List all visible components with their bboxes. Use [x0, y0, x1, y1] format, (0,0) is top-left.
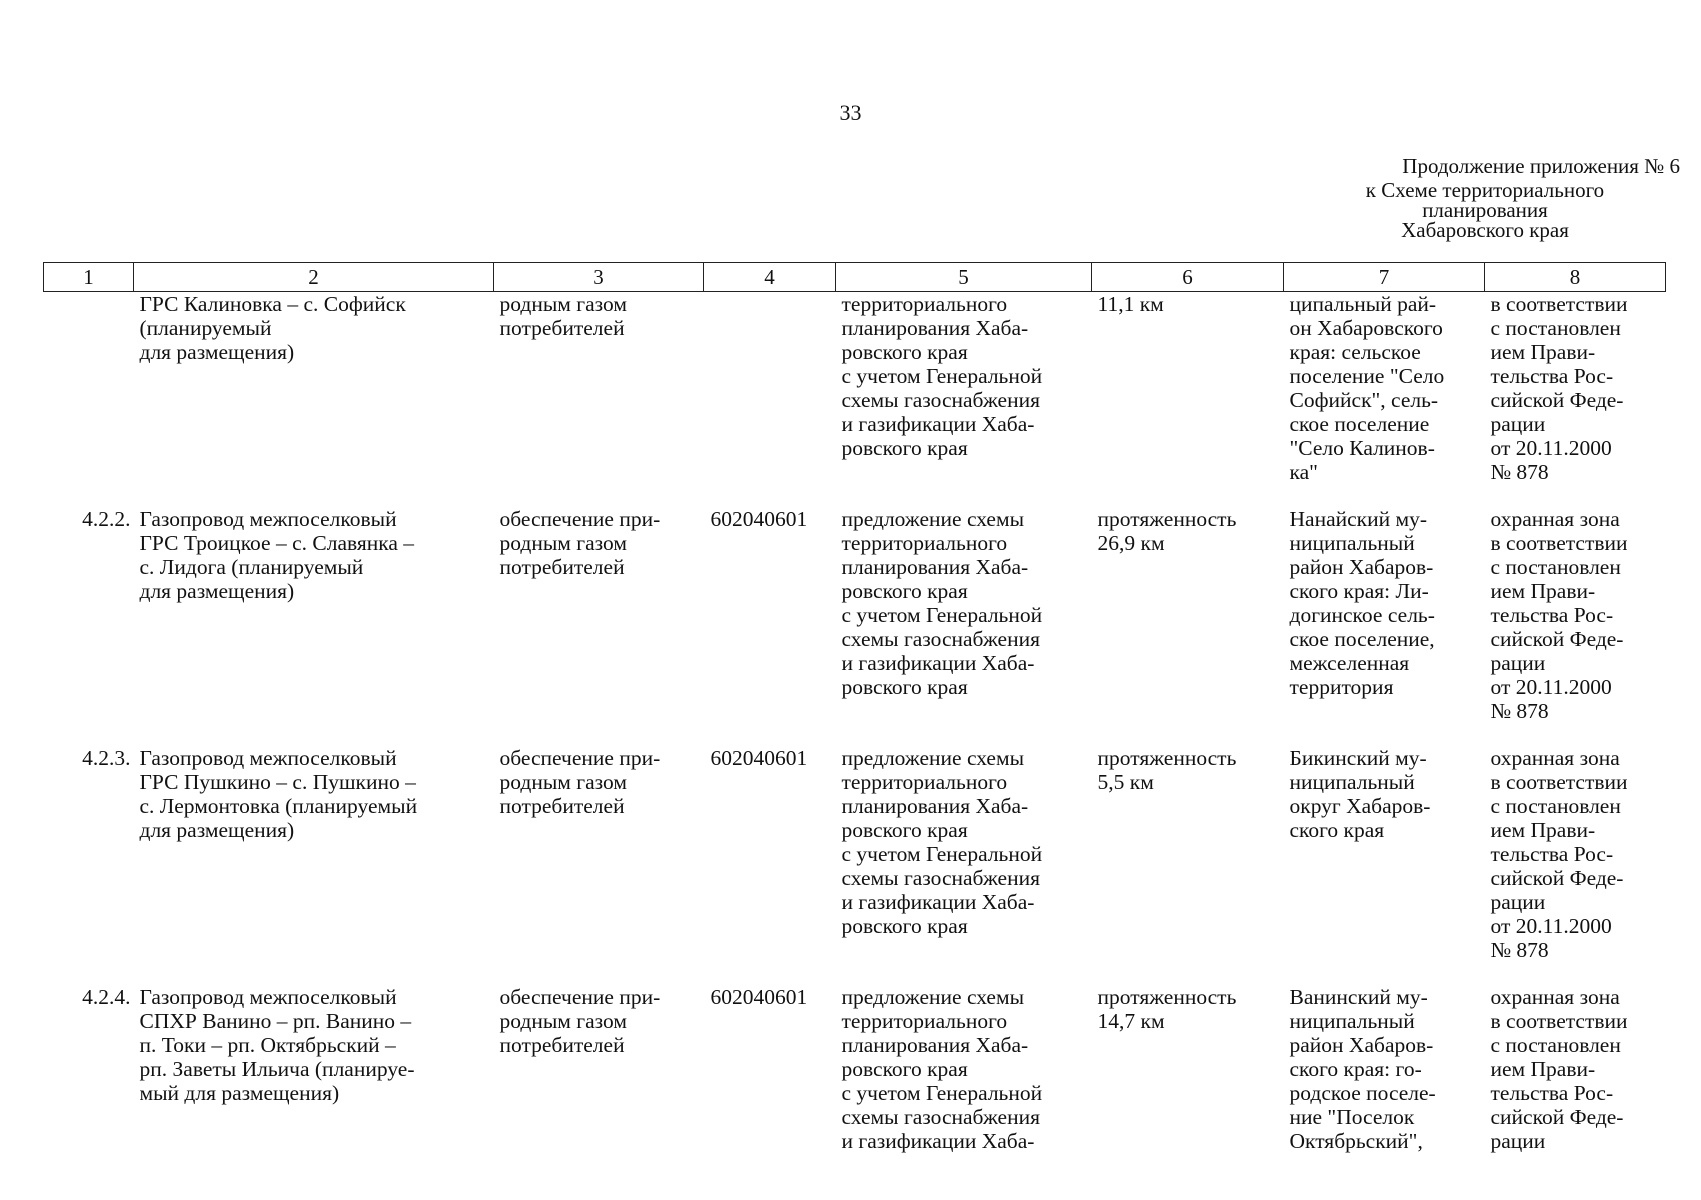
appendix-line-3: планирования	[1422, 198, 1548, 222]
header-col-1: 1	[44, 263, 134, 292]
protection-zone: охранная зона в соответствии с постановлен ием Прави- тельства Рос- сийской Феде- рации от 20.11.2000 № 878	[1490, 507, 1628, 723]
table-row	[44, 507, 1666, 746]
placement-basis: предложение схемы территориального планирования Хаба- ровского края с учетом Генеральной схемы газоснабжения и газификации Хаба-	[841, 985, 1043, 1153]
protection-zone: охранная зона в соответствии с постановлен ием Прави- тельства Рос- сийской Феде- рации	[1490, 985, 1628, 1153]
object-purpose: обеспечение при- родным газом потребителей	[499, 746, 661, 818]
object-length: протяженность 5,5 км	[1097, 746, 1237, 794]
table-row	[44, 746, 1666, 985]
object-purpose: родным газом потребителей	[499, 292, 627, 340]
row-number	[44, 292, 134, 508]
object-purpose: обеспечение при- родным газом потребителей	[499, 985, 661, 1057]
placement-basis: предложение схемы территориального планирования Хаба- ровского края с учетом Генеральной схемы газоснабжения и газификации Хаба- ровского края	[841, 746, 1043, 938]
object-length: 11,1 км	[1097, 292, 1164, 316]
header-col-3: 3	[494, 263, 704, 292]
header-col-2: 2	[134, 263, 494, 292]
object-name: ГРС Калиновка – с. Софийск (планируемый для размещения)	[139, 292, 406, 364]
appendix-line-4: Хабаровского края	[1401, 218, 1569, 242]
object-location: ципальный рай- он Хабаровского края: сельское поселение "Село Софийск", сель- ское поселение "Село Калинов- ка"	[1289, 292, 1445, 484]
row-number: 4.2.3.	[82, 746, 131, 770]
protection-zone: охранная зона в соответствии с постановлен ием Прави- тельства Рос- сийской Феде- рации от 20.11.2000 № 878	[1490, 746, 1628, 962]
object-purpose: обеспечение при- родным газом потребителей	[499, 507, 661, 579]
appendix-line-1: Продолжение приложения № 6	[1402, 154, 1680, 178]
header-col-6: 6	[1092, 263, 1284, 292]
page-number: 33	[839, 100, 862, 125]
object-code: 602040601	[710, 985, 808, 1009]
object-code: 602040601	[710, 746, 808, 770]
appendix-line-2: к Схеме территориального	[1365, 178, 1605, 202]
object-location: Ванинский му- ниципальный район Хабаров- ского края: го- родское поселе- ние "Поселок Октябрьский",	[1289, 985, 1436, 1153]
row-number: 4.2.4.	[82, 985, 131, 1009]
header-row	[44, 263, 1666, 292]
object-name: Газопровод межпоселковый ГРС Троицкое – с. Славянка – с. Лидога (планируемый для размещения)	[139, 507, 415, 603]
object-code: 602040601	[710, 507, 808, 531]
placement-basis: предложение схемы территориального планирования Хаба- ровского края с учетом Генеральной схемы газоснабжения и газификации Хаба- ровского края	[841, 507, 1043, 699]
header-col-5: 5	[836, 263, 1092, 292]
object-location: Нанайский му- ниципальный район Хабаров- ского края: Ли- догинское сель- ское поселение, межселенная территория	[1289, 507, 1435, 699]
protection-zone: в соответствии с постановлен ием Прави- тельства Рос- сийской Феде- рации от 20.11.2000 № 878	[1490, 292, 1628, 484]
header-col-8: 8	[1485, 263, 1666, 292]
header-col-4: 4	[704, 263, 836, 292]
header-col-7: 7	[1284, 263, 1485, 292]
object-name: Газопровод межпоселковый ГРС Пушкино – с. Пушкино – с. Лермонтовка (планируемый для размещения)	[139, 746, 418, 842]
row-number: 4.2.2.	[82, 507, 131, 531]
object-length: протяженность 26,9 км	[1097, 507, 1237, 555]
object-length: протяженность 14,7 км	[1097, 985, 1237, 1033]
object-code	[704, 292, 836, 508]
placement-basis: территориального планирования Хаба- ровского края с учетом Генеральной схемы газоснабжения и газификации Хаба- ровского края	[841, 292, 1043, 460]
appendix-caption	[1290, 156, 1680, 240]
object-location: Бикинский му- ниципальный округ Хабаров- ского края	[1289, 746, 1431, 842]
table-row	[44, 292, 1666, 508]
object-name: Газопровод межпоселковый СПХР Ванино – рп. Ванино – п. Токи – рп. Октябрьский – рп. Заветы Ильича (планируе- мый для размещения)	[139, 985, 415, 1105]
gas-pipeline-table	[43, 262, 1666, 1153]
table-row	[44, 985, 1666, 1153]
